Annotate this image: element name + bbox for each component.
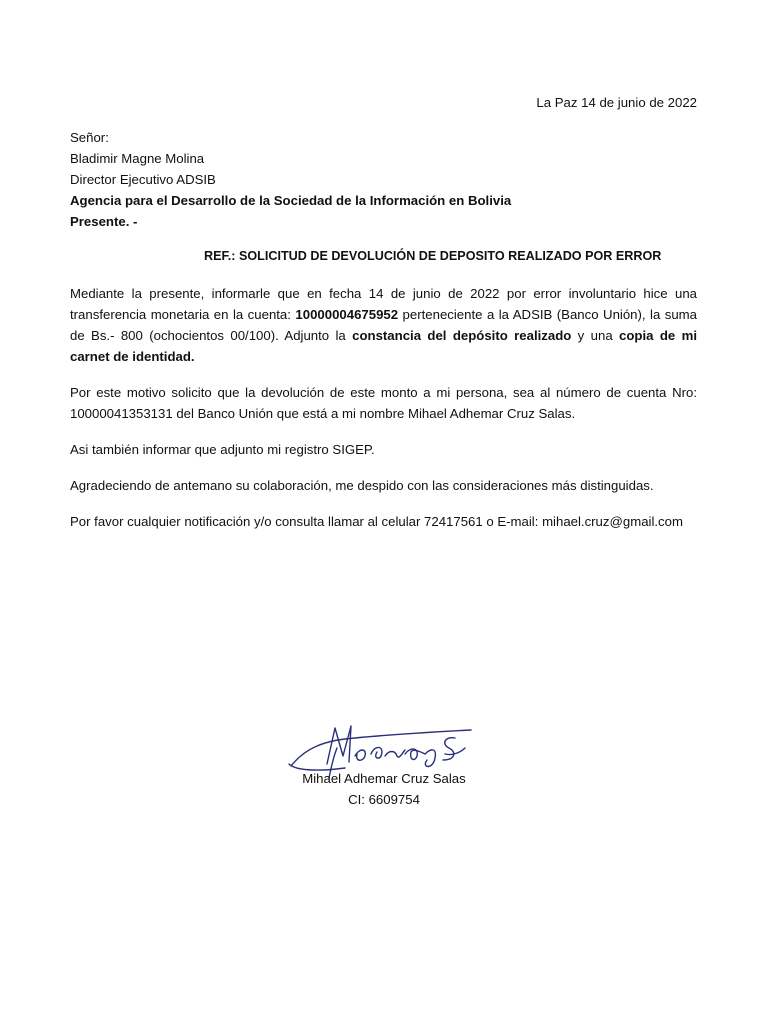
addressee-salutation: Señor: xyxy=(70,130,109,145)
addressee-organization: Agencia para el Desarrollo de la Sociedad de la Información en Bolivia xyxy=(70,193,512,208)
paragraph-1 xyxy=(70,283,697,367)
addressee-block xyxy=(70,127,697,232)
addressee-position: Director Ejecutivo ADSIB xyxy=(70,172,216,187)
letter-body xyxy=(70,283,697,547)
attachment-id-bold: copia de mi carnet de identidad. xyxy=(70,328,697,364)
paragraph-4: Agradeciendo de antemano su colaboración, me despido con las consideraciones más distinguidas. xyxy=(70,478,654,493)
reference-line: REF.: SOLICITUD DE DEVOLUCIÓN DE DEPOSITO REALIZADO POR ERROR xyxy=(204,249,662,263)
paragraph-2: Por este motivo solicito que la devolución de este monto a mi persona, sea al número de cuenta Nro: 10000041353131 del Banco Unión que está a mi nombre Mihael Adhemar Cruz Salas. xyxy=(70,385,697,421)
paragraph-5: Por favor cualquier notificación y/o consulta llamar al celular 72417561 o E-mail: mihael.cruz@gmail.com xyxy=(70,514,683,529)
addressee-presente: Presente. - xyxy=(70,214,138,229)
paragraph-1-part3: y una xyxy=(571,328,620,343)
paragraph-3: Asi también informar que adjunto mi registro SIGEP. xyxy=(70,442,375,457)
addressee-name: Bladimir Magne Molina xyxy=(70,151,205,166)
letter-date: La Paz 14 de junio de 2022 xyxy=(536,95,697,110)
paragraph-1-part1: Mediante la presente, informarle que en fecha 14 de junio de 2022 por error involuntario hice una transferencia monetaria en la cuenta: xyxy=(70,286,697,322)
signer-name: Mihael Adhemar Cruz Salas xyxy=(302,771,466,786)
paragraph-1-part2: perteneciente a la ADSIB (Banco Unión), la suma de Bs.- 800 (ochocientos 00/100). Adjunto la xyxy=(70,307,697,343)
account-number-bold: 10000004675952 xyxy=(295,307,399,322)
signer-ci: CI: 6609754 xyxy=(348,792,420,807)
attachment-deposit-bold: constancia del depósito realizado xyxy=(352,328,572,343)
